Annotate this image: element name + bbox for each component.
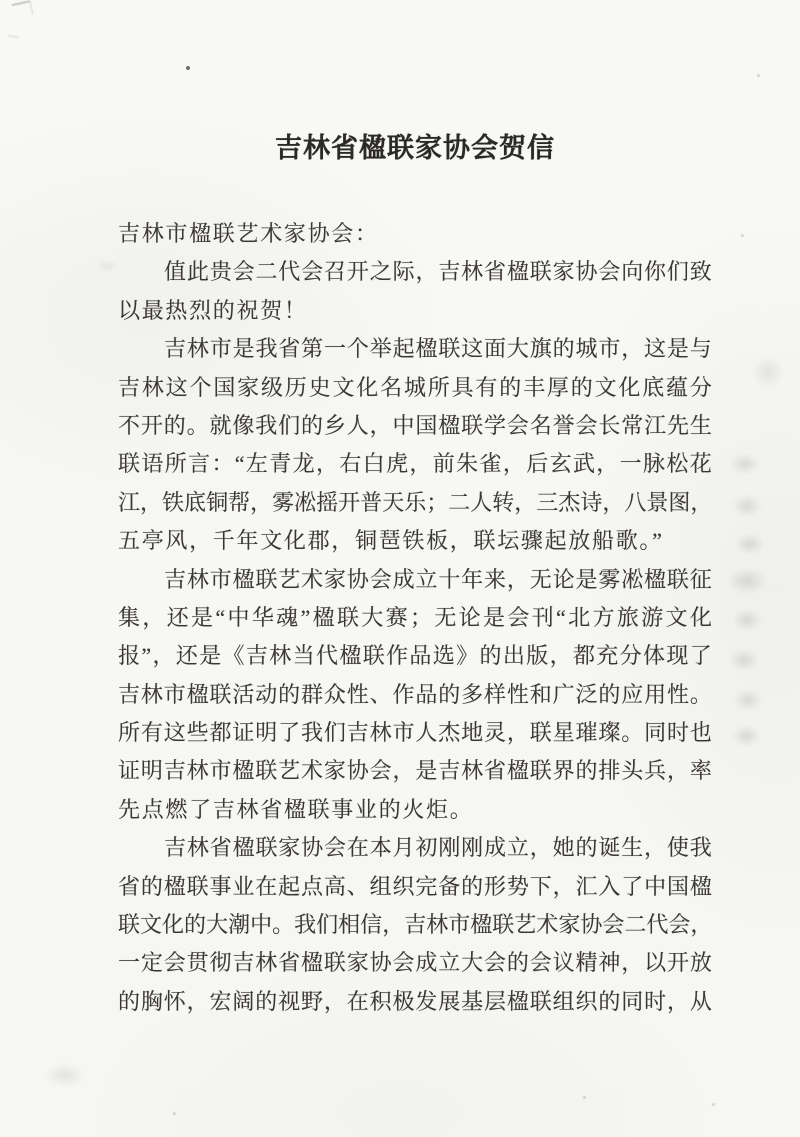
letter-body (118, 221, 712, 1027)
letter-title: 吉林省楹联家协会贺信 (275, 133, 555, 163)
scan-speck (757, 74, 760, 77)
text-line: 吉 林 这 个 国 家 级 历 史 文 化 名 城 所 具 有 的 丰 厚 的 文 化 底 蕴 分 (118, 374, 712, 400)
scan-bleedthrough-mark (730, 494, 764, 518)
text-line: 不 开 的 。 就 像 我 们 的 乡 人 ， 中 国 楹 联 学 会 名 誉 会 长 常 江 先 生 (118, 412, 712, 438)
text-line: 值 此 贵 会 二 代 会 召 开 之 际 ， 吉 林 省 楹 联 家 协 会 向 你 们 致 (164, 259, 712, 285)
scan-speck (712, 1103, 715, 1106)
text-line: 省 的 楹 联 事 业 在 起 点 高 、 组 织 完 备 的 形 势 下 ， 汇 入 了 中 国 楹 (118, 873, 712, 899)
text-line: 联 语 所 言 ： “ 左 青 龙 ， 右 白 虎 ， 前 朱 雀 ， 后 玄 武 ， 一 脉 松 花 (118, 451, 712, 477)
scan-pencil-mark (8, 30, 20, 37)
scan-bleedthrough-mark (731, 688, 765, 712)
scan-bleedthrough-mark (733, 532, 767, 556)
text-line: 一 定 会 贯 彻 吉 林 省 楹 联 家 协 会 成 立 大 会 的 会 议 精 神 ， 以 开 放 (118, 950, 712, 976)
text-line: 联 文 化 的 大 潮 中 。 我 们 相 信 ， 吉 林 市 楹 联 艺 术 家 协 会 二 代 会 ， (118, 912, 713, 938)
scan-bleedthrough-mark (728, 452, 762, 476)
scan-speck (741, 234, 744, 237)
text-line: 以最热烈的祝贺！ (118, 297, 308, 323)
scan-dot-speck (186, 66, 190, 70)
text-line: 吉 林 市 是 我 省 第 一 个 举 起 楹 联 这 面 大 旗 的 城 市 ， 这 是 与 (164, 336, 712, 362)
text-line: 吉 林 省 楹 联 家 协 会 在 本 月 初 刚 刚 成 立 ， 她 的 诞 生 ， 使 我 (164, 835, 712, 861)
scan-smudge (748, 352, 788, 392)
scan-smudge (40, 1060, 90, 1090)
text-line: 先点燃了吉林省楹联事业的火炬。 (118, 796, 474, 822)
text-line: 证 明 吉 林 市 楹 联 艺 术 家 协 会 ， 是 吉 林 省 楹 联 界 的 排 头 兵 ， 率 (118, 758, 712, 784)
text-line: 江 ， 铁 底 铜 帮 ， 雾 凇 摇 开 普 天 乐 ； 二 人 转 ， 三 杰 诗 ， 八 景 图 ， (118, 489, 713, 515)
scan-speck (173, 1112, 176, 1115)
text-line: 所 有 这 些 都 证 明 了 我 们 吉 林 市 人 杰 地 灵 ， 联 星 璀 璨 。 同 时 也 (118, 720, 712, 746)
text-line: 吉 林 市 楹 联 活 动 的 群 众 性 、 作 品 的 多 样 性 和 广 泛 的 应 用 性 。 (118, 681, 712, 707)
text-line: 吉林市楹联艺术家协会： (118, 221, 379, 246)
text-line: 的 胸 怀 ， 宏 阔 的 视 野 ， 在 积 极 发 展 基 层 楹 联 组 织 的 同 时 ， 从 (118, 988, 712, 1014)
text-line: 集 ， 还 是 “ 中 华 魂 ” 楹 联 大 赛 ； 无 论 是 会 刊 “ 北 方 旅 游 文 化 (118, 604, 712, 630)
text-line: 报 ” ， 还 是 《 吉 林 当 代 楹 联 作 品 选 》 的 出 版 ， 都 充 分 体 现 了 (118, 643, 712, 669)
scan-bleedthrough-mark (729, 724, 763, 748)
scan-bleedthrough-mark (730, 608, 764, 632)
scan-bleedthrough-mark (724, 566, 770, 596)
text-line: 吉 林 市 楹 联 艺 术 家 协 会 成 立 十 年 来 ， 无 论 是 雾 凇 楹 联 征 (164, 566, 712, 592)
text-line: 五亭风，千年文化郡，铜琶铁板，联坛骤起放船歌。” (118, 528, 664, 554)
scan-speck (583, 1096, 586, 1099)
scan-pencil-mark (12, 0, 34, 19)
scan-bleedthrough-mark (727, 648, 761, 672)
